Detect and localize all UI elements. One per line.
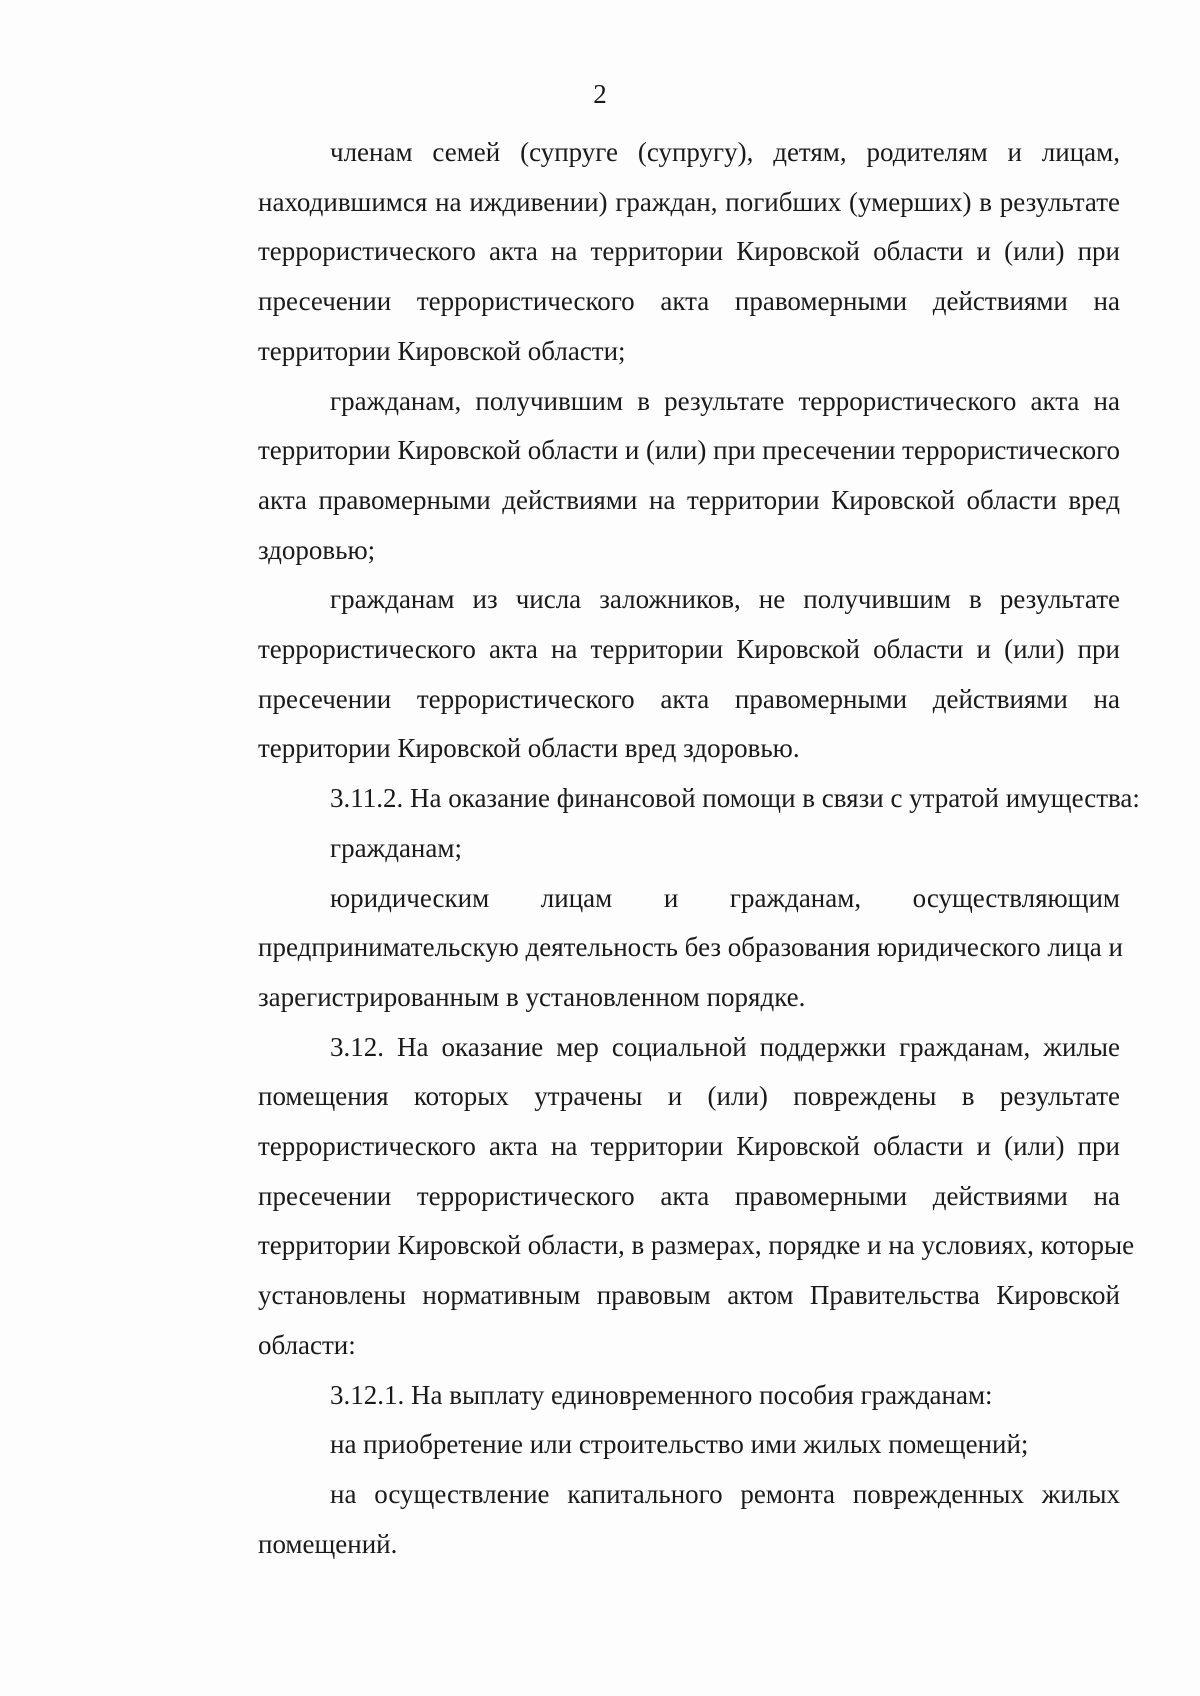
document-body [186, 128, 1140, 1569]
text-line: акта правомерными действиями на территории Кировской области вред [258, 484, 1120, 515]
text-line: гражданам; [330, 832, 462, 863]
text-line: гражданам из числа заложников, не получившим в результате [330, 584, 1120, 615]
text-line: зарегистрированным в установленном порядке. [258, 981, 806, 1012]
text-line: террористического акта на территории Кировской области и (или) при [258, 236, 1120, 267]
text-line: пресечении террористического акта правомерными действиями на [258, 1180, 1120, 1211]
text-line: 3.12.1. На выплату единовременного пособия гражданам: [330, 1379, 993, 1410]
paragraph [186, 824, 1120, 874]
paragraph [186, 1371, 1120, 1421]
text-line: террористического акта на территории Кировской области и (или) при [258, 1131, 1120, 1162]
paragraph [186, 575, 1120, 774]
text-line: предпринимательскую деятельность без образования юридического лица и [258, 932, 1123, 963]
text-line: на приобретение или строительство ими жилых помещений; [330, 1429, 1029, 1460]
text-line: территории Кировской области, в размерах, порядке и на условиях, которые [258, 1230, 1135, 1261]
text-line: 3.12. На оказание мер социальной поддержки гражданам, жилые [330, 1031, 1120, 1062]
text-line: террористического акта на территории Кировской области и (или) при [258, 634, 1120, 665]
text-line: помещений. [258, 1528, 398, 1559]
paragraph [186, 1420, 1120, 1470]
text-line: территории Кировской области; [258, 335, 626, 366]
paragraph [186, 874, 1123, 1023]
text-line: юридическим лицам и гражданам, осуществляющим [330, 882, 1120, 913]
text-line: пресечении террористического акта правомерными действиями на [258, 683, 1120, 714]
text-line: членам семей (супруге (супругу), детям, родителям и лицам, [330, 137, 1120, 167]
text-line: установлены нормативным правовым актом Правительства Кировской [258, 1280, 1120, 1311]
text-line: области: [258, 1329, 356, 1360]
text-line: на осуществление капитального ремонта поврежденных жилых [330, 1478, 1120, 1509]
paragraph [186, 774, 1140, 824]
paragraph [186, 128, 1120, 377]
text-line: территории Кировской области и (или) при пресечении террористического [258, 435, 1120, 466]
text-line: пресечении террористического акта правомерными действиями на [258, 286, 1120, 317]
text-line: гражданам, получившим в результате террористического акта на [330, 385, 1120, 416]
text-line: 3.11.2. На оказание финансовой помощи в связи с утратой имущества: [330, 783, 1140, 814]
paragraph [186, 1023, 1135, 1371]
text-line: находившимся на иждивении) граждан, погибших (умерших) в результате [258, 186, 1120, 217]
text-line: здоровью; [258, 534, 376, 565]
paragraph [186, 1470, 1120, 1569]
text-line: территории Кировской области вред здоровью. [258, 733, 800, 764]
paragraph [186, 377, 1120, 576]
page-number: 2 [593, 79, 607, 109]
text-line: помещения которых утрачены и (или) повреждены в результате [258, 1081, 1120, 1112]
